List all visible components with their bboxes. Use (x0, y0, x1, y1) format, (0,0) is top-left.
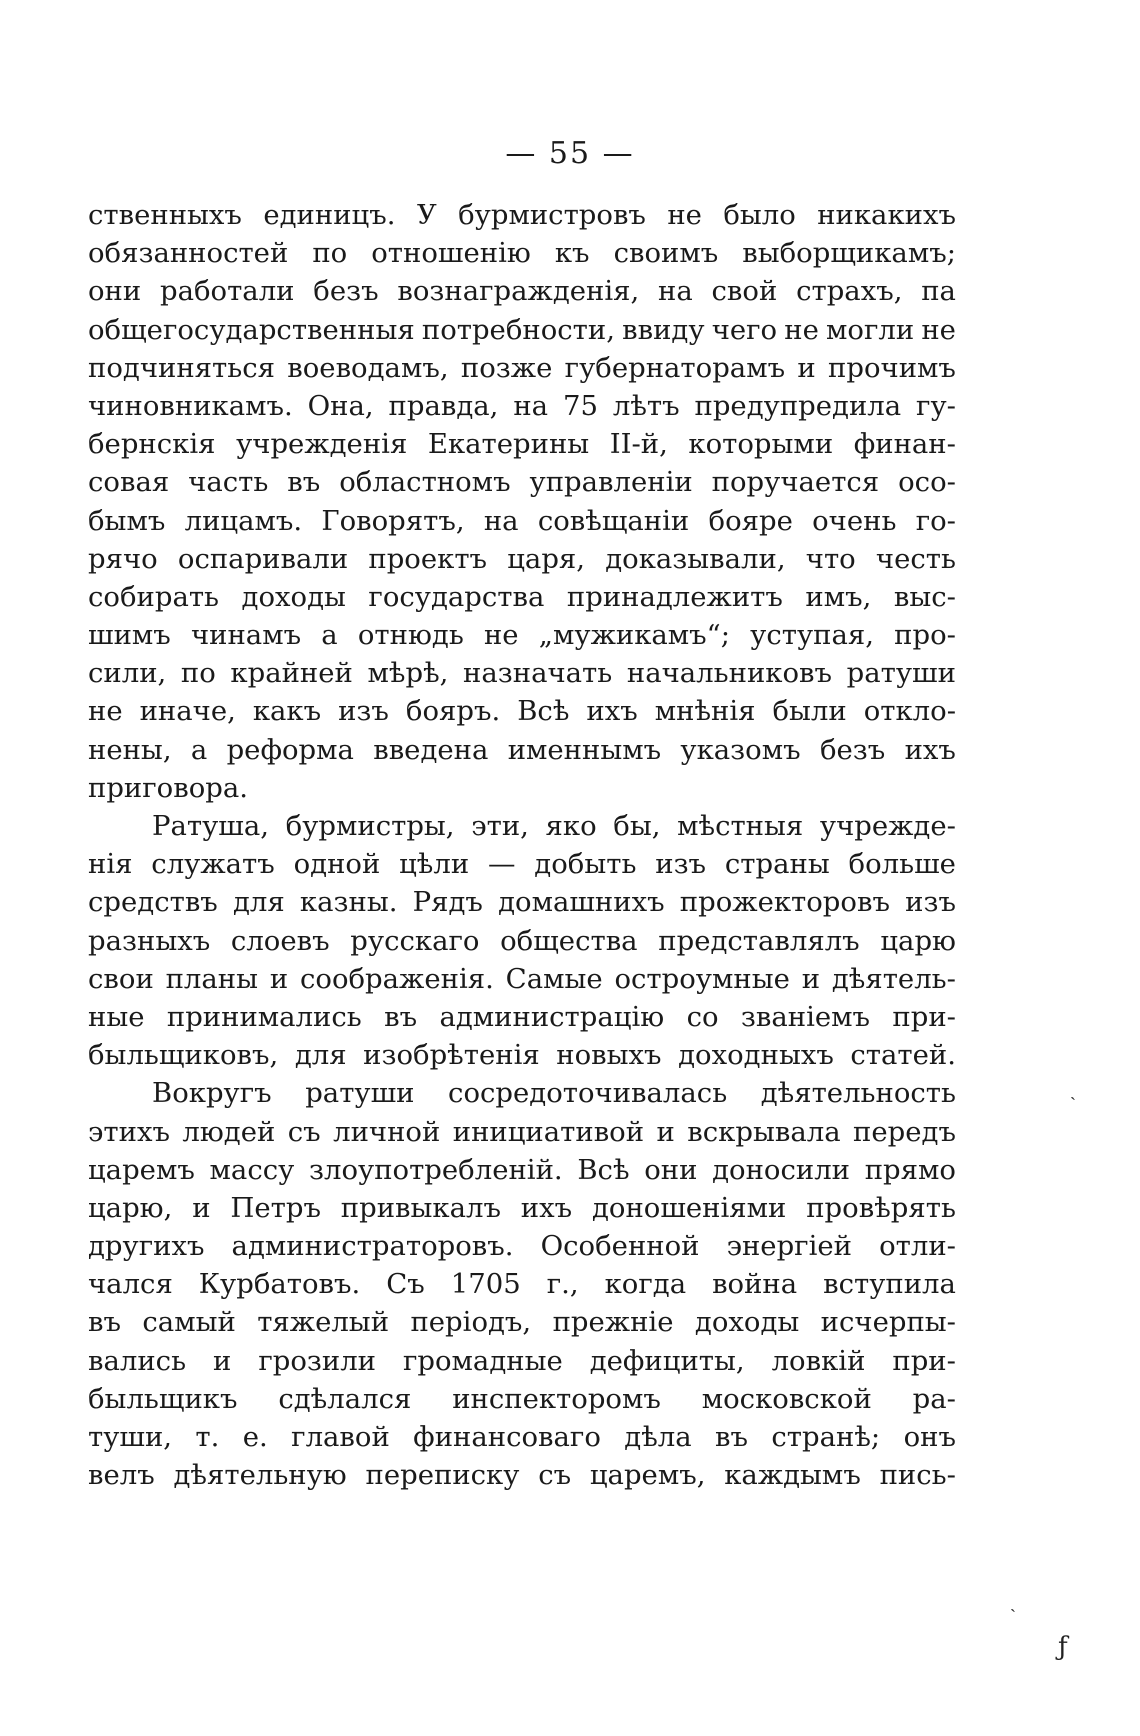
stray-mark: ƒ (1058, 1632, 1068, 1662)
word: онъ (903, 1421, 956, 1453)
word: г., (546, 1268, 579, 1301)
word: именнымъ (507, 733, 662, 766)
word: доходныхъ (678, 1039, 834, 1072)
word: не (88, 695, 123, 728)
word: правда, (388, 389, 499, 422)
word: изъ (905, 886, 956, 919)
word: по (180, 657, 216, 690)
word: періодъ, (410, 1306, 532, 1339)
word: 1705 (450, 1268, 521, 1301)
word: соображенія. (299, 962, 494, 995)
word: областномъ (339, 466, 511, 499)
word: война (712, 1268, 798, 1301)
word: чинамъ (190, 619, 302, 652)
text-line (88, 425, 956, 463)
word: отли- (879, 1230, 956, 1263)
word: бы, (613, 810, 661, 842)
text-line (88, 1380, 956, 1418)
word: русскаго (350, 924, 480, 957)
word: прожекторовъ (679, 886, 890, 919)
word: осо- (898, 466, 956, 499)
word: въ (287, 466, 321, 499)
word: страны (724, 848, 830, 881)
word: бояръ. (405, 695, 501, 728)
word: мѣстныя (677, 810, 804, 842)
word: для (294, 1039, 347, 1072)
word: инспекторомъ (452, 1382, 661, 1415)
word: переписку (365, 1459, 520, 1492)
word: оспаривали (177, 542, 349, 575)
word: совѣщаніи (537, 504, 690, 537)
word: ные (88, 1000, 145, 1033)
word: уступая, (750, 619, 874, 652)
word: по (312, 237, 348, 270)
word: передъ (853, 1115, 956, 1148)
word: чего (711, 313, 778, 346)
word: ратуши (305, 1077, 415, 1110)
word: страхъ, (796, 275, 903, 308)
word: дѣятельность (760, 1077, 956, 1110)
paragraph-first-line (88, 1074, 956, 1112)
stray-mark: ˎ (1010, 1592, 1016, 1613)
word: — (487, 848, 516, 881)
word: одной (293, 848, 381, 881)
text-line (88, 692, 956, 730)
word: царя, (507, 542, 586, 575)
word: учрежденія (236, 428, 408, 461)
word: начальниковъ (626, 657, 832, 690)
word: губернаторамъ (564, 351, 786, 384)
word: учрежде- (819, 810, 956, 842)
word: собирать (88, 580, 220, 613)
word: прочимъ (828, 351, 956, 384)
word: званіемъ (740, 1000, 871, 1033)
word: доказывали, (605, 542, 786, 575)
word: средствъ (88, 886, 218, 919)
word: царю, (88, 1191, 173, 1224)
word: Съ (386, 1268, 425, 1301)
word: бояре (708, 504, 793, 537)
word: доносили (712, 1153, 851, 1186)
text-line (88, 654, 956, 692)
word: безъ (819, 733, 886, 766)
word: обязанностей (88, 237, 289, 270)
word: а (321, 619, 338, 652)
word: новыхъ (556, 1039, 662, 1072)
word: предупредила (694, 389, 902, 422)
word: другихъ (88, 1230, 205, 1263)
word: потребности, (421, 313, 615, 346)
word: дѣла (624, 1421, 692, 1453)
text-line (88, 349, 956, 387)
text-line (88, 769, 956, 807)
word: Рядъ (412, 886, 483, 919)
word: прежніе (552, 1306, 674, 1339)
word: нены, (88, 733, 172, 766)
text-line (88, 1036, 956, 1074)
word: нія (88, 848, 133, 881)
word: слоевъ (230, 924, 330, 957)
word: грозили (258, 1344, 377, 1377)
text-line (88, 1113, 956, 1151)
word: Ратуша, (152, 810, 269, 842)
word: громадные (402, 1344, 563, 1377)
word: ввиду (622, 313, 705, 346)
word: инициативой (452, 1115, 645, 1148)
word: безъ (313, 275, 379, 308)
word: „мужикамъ“; (538, 619, 730, 652)
word: Всѣ (517, 695, 570, 728)
word: ихъ (904, 733, 956, 766)
text-line (88, 616, 956, 654)
word: статей. (850, 1039, 956, 1072)
word: работали (159, 275, 295, 308)
word: администрацію (439, 1000, 665, 1033)
text-line (88, 731, 956, 769)
word: эти, (471, 810, 529, 842)
word: на (513, 389, 549, 422)
text-line (88, 463, 956, 501)
word: и (269, 962, 289, 995)
word: при- (892, 1000, 956, 1033)
word: па (921, 275, 956, 308)
word: ра- (912, 1382, 956, 1415)
text-line (88, 1227, 956, 1265)
word: остроумные (614, 962, 790, 995)
word: лѣтъ (612, 389, 680, 422)
word: энергіей (726, 1230, 852, 1263)
word: были (772, 695, 847, 728)
word: е. (242, 1421, 268, 1453)
word: туши, (88, 1421, 173, 1453)
word: провѣрять (806, 1191, 956, 1224)
word: часть (188, 466, 269, 499)
word: мнѣнія (654, 695, 756, 728)
word: злоупотребленій. (308, 1153, 563, 1186)
word: никакихъ (817, 199, 956, 231)
word: главой (291, 1421, 390, 1453)
word: планы (165, 962, 259, 995)
text-line (88, 1189, 956, 1227)
text-line (88, 1303, 956, 1341)
word: единицъ. (263, 199, 396, 231)
word: очень (812, 504, 897, 537)
word: подчиняться (88, 351, 275, 384)
word: велъ (88, 1459, 155, 1492)
word: т. (195, 1421, 220, 1453)
word: сили, (88, 657, 167, 690)
word: что (805, 542, 856, 575)
word: исчерпы- (820, 1306, 956, 1339)
word: рячо (88, 542, 158, 575)
word: иначе, (139, 695, 236, 728)
word: ратуши (846, 657, 956, 690)
word: яко (545, 810, 597, 842)
word: приговора. (88, 771, 249, 804)
word: Говорятъ, (321, 504, 465, 537)
word: и (797, 351, 816, 384)
word: позже (460, 351, 553, 384)
text-line (88, 1342, 956, 1380)
word: изъ (655, 848, 707, 881)
word: царемъ, (589, 1459, 706, 1492)
text-line (88, 578, 956, 616)
word: совая (88, 466, 170, 499)
word: доношеніями (591, 1191, 787, 1224)
word: свой (711, 275, 778, 308)
word: на (483, 504, 519, 537)
word: и (656, 1115, 675, 1148)
word: разныхъ (88, 924, 211, 957)
word: ихъ (586, 695, 638, 728)
word: для (232, 886, 285, 919)
word: они (644, 1153, 698, 1186)
word: цѣли (399, 848, 470, 881)
word: Вокругъ (152, 1077, 272, 1110)
word: общества (500, 924, 638, 957)
word: принадлежитъ (566, 580, 783, 613)
word: больше (848, 848, 956, 881)
word: ственныхъ (88, 199, 242, 231)
word: и (192, 1191, 211, 1224)
word: дефициты, (589, 1344, 745, 1377)
word: бурмистровъ (458, 199, 646, 231)
word: Она, (307, 389, 374, 422)
word: проектъ (368, 542, 488, 575)
word: въ (88, 1306, 121, 1339)
word: не (483, 619, 519, 652)
word: имъ, (805, 580, 872, 613)
word: которыми (688, 428, 834, 461)
word: назначать (463, 657, 613, 690)
word: пись- (879, 1459, 956, 1492)
word: го- (915, 504, 956, 537)
text-line (88, 540, 956, 578)
word: воеводамъ, (287, 351, 449, 384)
word: бернскія (88, 428, 216, 461)
word: личной (333, 1115, 441, 1148)
word: Петръ (230, 1191, 321, 1224)
paragraph-first-line (88, 807, 956, 845)
word: вались (88, 1344, 187, 1377)
word: московской (701, 1382, 872, 1415)
text-line (88, 922, 956, 960)
word: при- (892, 1344, 956, 1377)
word: могли (826, 313, 915, 346)
text-line (88, 387, 956, 425)
word: съ (287, 1115, 321, 1148)
word: У (416, 199, 437, 231)
word: служатъ (151, 848, 275, 881)
word: не (667, 199, 702, 231)
word: государства (368, 580, 545, 613)
word: про- (894, 619, 956, 652)
word: сосредоточивалась (448, 1077, 728, 1110)
word: вскрывала (687, 1115, 841, 1148)
word: изъ (338, 695, 389, 728)
word: какъ (252, 695, 322, 728)
word: принимались (166, 1000, 362, 1033)
word: добыть (534, 848, 637, 881)
text-line (88, 883, 956, 921)
word: ихъ (520, 1191, 573, 1224)
word: привыкалъ (340, 1191, 501, 1224)
word: своимъ (613, 237, 719, 270)
text-line (88, 1151, 956, 1189)
text-line (88, 502, 956, 540)
word: гу- (916, 389, 956, 422)
word: къ (554, 237, 590, 270)
word: самый (142, 1306, 236, 1339)
word: царю (880, 924, 956, 957)
text-line (88, 960, 956, 998)
word: мѣрѣ, (367, 657, 449, 690)
word: людей (182, 1115, 276, 1148)
word: общегосударственныя (88, 313, 415, 346)
word: царемъ (88, 1153, 195, 1186)
word: было (723, 199, 796, 231)
word: а (190, 733, 208, 766)
word: представлялъ (658, 924, 860, 957)
word: выборщикамъ; (742, 237, 956, 270)
text-line (88, 311, 956, 349)
word: Особенной (540, 1230, 700, 1263)
word: и (801, 962, 821, 995)
word: въ (384, 1000, 418, 1033)
word: введена (373, 733, 489, 766)
word: Курбатовъ. (198, 1268, 361, 1301)
word: отношенію (371, 237, 531, 270)
word: не (921, 313, 956, 346)
word: поручается (711, 466, 880, 499)
word: быльщикъ (88, 1382, 238, 1415)
word: и (213, 1344, 232, 1377)
word: доходы (241, 580, 346, 613)
word: прямо (864, 1153, 956, 1186)
word: въ (715, 1421, 749, 1453)
word: Екатерины (427, 428, 590, 461)
word: откло- (863, 695, 956, 728)
word: этихъ (88, 1115, 170, 1148)
word: выс- (893, 580, 956, 613)
word: сдѣлался (278, 1382, 412, 1415)
word: финан- (853, 428, 956, 461)
word: крайней (230, 657, 353, 690)
word: финансоваго (413, 1421, 601, 1453)
text-line (88, 1265, 956, 1303)
word: Всѣ (577, 1153, 630, 1186)
word: свои (88, 962, 154, 995)
text-line (88, 234, 956, 272)
word: управленіи (529, 466, 693, 499)
word: когда (604, 1268, 687, 1301)
word: съ (538, 1459, 572, 1492)
word: они (88, 275, 142, 308)
word: не (784, 313, 819, 346)
word: со (686, 1000, 719, 1033)
text-line (88, 845, 956, 883)
word: чиновникамъ. (88, 389, 293, 422)
stray-mark: ˎ (1070, 1080, 1076, 1101)
word: отнюдь (357, 619, 464, 652)
word: массу (209, 1153, 295, 1186)
word: дѣятель- (831, 962, 956, 995)
word: шимъ (88, 619, 171, 652)
text-line (88, 272, 956, 310)
text-line (88, 196, 956, 234)
word: дѣятельную (173, 1459, 347, 1492)
word: бурмистры, (285, 810, 455, 842)
word: 75 (562, 389, 598, 422)
text-line (88, 1418, 956, 1456)
text-line (88, 998, 956, 1036)
word: реформа (226, 733, 354, 766)
word: вступила (823, 1268, 956, 1301)
word: честь (875, 542, 956, 575)
word: Самые (505, 962, 603, 995)
page-number: — 55 — (505, 136, 635, 171)
word: II-й, (609, 428, 668, 461)
word: изобрѣтенія (363, 1039, 540, 1072)
body-text (88, 196, 956, 1494)
word: казны. (299, 886, 398, 919)
word: доходы (694, 1306, 800, 1339)
word: на (658, 275, 693, 308)
word: чался (88, 1268, 173, 1301)
word: вознагражденія, (397, 275, 640, 308)
word: бымъ (88, 504, 166, 537)
word: ловкій (771, 1344, 866, 1377)
word: домашнихъ (498, 886, 665, 919)
word: лицамъ. (184, 504, 303, 537)
word: странѣ; (771, 1421, 881, 1453)
word: тяжелый (257, 1306, 390, 1339)
word: администраторовъ. (231, 1230, 514, 1263)
word: быльщиковъ, (88, 1039, 279, 1072)
word: каждымъ (724, 1459, 861, 1492)
text-line (88, 1456, 956, 1494)
word: указомъ (680, 733, 801, 766)
